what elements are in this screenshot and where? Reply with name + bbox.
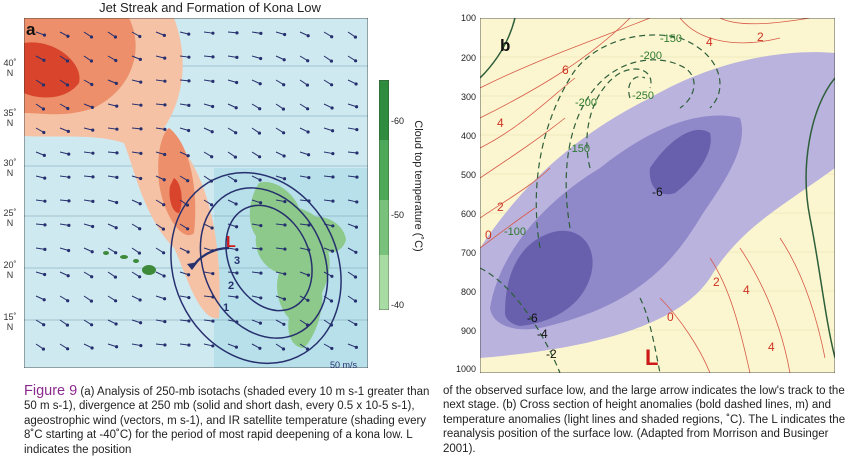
lat-label-30 [0,158,20,178]
wind-vector-head [91,83,93,85]
wind-vector-head [307,154,309,156]
wind-vector-head [66,84,68,86]
wind-vector-head [139,228,141,230]
wind-vector-head [235,180,237,182]
panel-a-map [24,18,368,368]
wind-vector-head [331,347,333,349]
height-label: -150 [660,33,683,45]
wind-vector-head [164,80,166,82]
wind-vector-head [283,84,285,86]
wind-vector-head [307,299,309,301]
wind-vector-head [91,106,93,108]
wind-vector-head [188,80,190,82]
wind-vector-head [188,104,190,106]
temp-label: 2 [497,200,504,214]
wind-vector-head [66,324,68,326]
wind-vector-head [355,251,357,253]
wind-vector-head [44,224,46,226]
wind-vector-head [138,252,140,254]
wind-vector-head [330,300,332,302]
wind-vector-head [211,204,213,206]
y-tick-100: 100 [460,13,476,23]
wind-vector-head [90,300,92,302]
wind-vector-head [235,346,237,348]
wind-vector-head [307,131,309,133]
y-tick-600: 600 [460,209,476,219]
wind-vector-head [260,224,262,226]
wind-vector-head [44,177,46,179]
wind-vector-head [43,154,45,156]
low-marker-b: L [645,345,659,370]
wind-vector-head [114,276,116,278]
height-label: -200 [640,50,663,62]
lat-label-40-hemi: N [6,68,14,78]
wind-vector-head [67,300,69,302]
wind-vector-head [282,108,284,110]
wind-vector-head [260,57,262,59]
wind-vector-head [331,36,333,38]
lat-label-40 [0,58,20,78]
wind-vector-head [212,320,214,322]
wind-vector-head [355,346,357,348]
figure-number: Figure 9 [24,383,78,399]
contour-label-2: 2 [228,280,235,292]
y-tick-300: 300 [460,92,476,102]
wind-vector-head [307,108,309,110]
wind-vector-head [306,84,308,86]
wind-vector-head [212,296,214,298]
wind-vector-head [355,83,357,85]
panel-b-label: b [500,36,511,55]
wind-vector-head [212,345,214,347]
wind-vector-head [260,248,262,250]
wind-vector-head [44,200,46,202]
temp-label: 6 [562,63,569,77]
wind-vector-head [187,180,189,182]
wind-vector-head [139,299,141,301]
wind-vector-head [260,272,262,274]
wind-vector-head [306,348,308,350]
y-tick-200: 200 [460,53,476,63]
wind-vector-head [68,224,70,226]
wind-vector-head [283,298,285,300]
low-marker-a: L [226,234,236,251]
wind-vector-head [140,152,142,154]
wind-vector-head [68,153,70,155]
wind-vector-head [163,34,165,36]
lat-label-20-deg: 20˚ [3,260,17,270]
wind-vector-head [163,204,165,206]
wind-vector-head [140,344,142,346]
lat-label-15-deg: 15˚ [3,312,17,322]
shaded-label: -2 [546,347,557,361]
wind-vector-head [212,56,214,58]
wind-vector-head [92,129,94,131]
wind-vector-head [236,296,238,298]
wind-vector-head [282,348,284,350]
wind-vector-head [235,226,237,228]
wind-vector-head [139,35,141,37]
lat-label-35 [0,108,20,128]
wind-vector-head [188,344,190,346]
wind-vector-head [236,248,238,250]
wind-vector-head [330,324,332,326]
caption-left-text: (a) Analysis of 250-mb isotachs (shaded every 10 m s-1 greater than 50 m s-1), divergence at 250 mb (solid and short dash, every 0.5 x 10-5 s-1), ageostrophic wind (vectors, m s-1), and IR satellite temperature (shading every 8˚C starting at -40˚C) for the period of most rapid deepening of a kona low. L indicates the position [24,386,430,456]
vector-scale-label: 50 m/s [330,360,358,370]
wind-vector-head [43,59,45,61]
wind-vector-head [67,348,69,350]
wind-vector-head [92,225,94,227]
wind-vector-head [236,56,238,58]
wind-vector-head [43,131,45,133]
wind-vector-head [140,81,142,83]
wind-vector-head [235,107,237,109]
wind-vector-head [259,347,261,349]
figure-title: Jet Streak and Formation of Kona Low [99,0,321,15]
wind-vector-head [259,202,261,204]
lat-label-20 [0,260,20,280]
wind-vector-head [284,200,286,202]
wind-vector-head [115,252,117,254]
wind-vector-head [164,104,166,106]
wind-vector-head [331,130,333,132]
wind-vector-head [355,106,357,108]
wind-vector-head [116,176,118,178]
wind-vector-head [332,176,334,178]
wind-vector-head [116,201,118,203]
wind-vector-head [187,155,189,157]
wind-vector-head [188,296,190,298]
wind-vector-head [259,156,261,158]
shaded-label: -6 [652,185,663,199]
lat-label-20-hemi: N [6,270,14,280]
wind-vector-head [163,275,165,277]
wind-vector-head [114,36,116,38]
wind-vector-head [212,80,214,82]
y-tick-400: 400 [460,131,476,141]
temp-label: 4 [497,116,504,130]
contour-label-3: 3 [234,255,241,267]
wind-vector-head [308,200,310,202]
wind-vector-head [211,227,213,229]
wind-vector-head [187,228,189,230]
wind-vector-head [164,57,166,59]
wind-vector-head [331,250,333,252]
wind-vector-head [139,58,141,60]
wind-vector-head [307,60,309,62]
wind-vector-head [258,132,260,134]
wind-vector-head [284,248,286,250]
wind-vector-head [140,104,142,106]
wind-vector-head [67,275,69,277]
wind-vector-head [91,347,93,349]
wind-vector-head [356,128,358,130]
wind-vector-head [90,60,92,62]
wind-vector-head [42,84,44,86]
wind-vector-head [90,36,92,38]
y-tick-500: 500 [460,170,476,180]
wind-vector-head [331,275,333,277]
wind-vector-head [332,225,334,227]
temp-label: 4 [768,340,775,354]
temp-label: 0 [667,310,674,324]
colorbar-tick-40: -40 [391,300,405,310]
wind-vector-head [306,324,308,326]
wind-vector-head [235,203,237,205]
shaded-label: -4 [537,327,548,341]
temp-label: 2 [757,30,764,44]
wind-vector-head [308,224,310,226]
wind-vector-head [92,200,94,202]
wind-vector-head [139,322,141,324]
wind-vector-head [355,323,357,325]
wind-vector-head [259,322,261,324]
wind-vector-head [236,321,238,323]
wind-vector-head [355,226,357,228]
wind-vector-head [164,344,166,346]
wind-vector-head [188,33,190,35]
temp-label: 4 [706,35,713,49]
wind-vector-head [67,35,69,37]
wind-vector-head [115,346,117,348]
wind-vector-head [66,60,68,62]
wind-vector-head [92,152,94,154]
wind-vector-head [163,298,165,300]
wind-vector-head [68,176,70,178]
panel-a-label: a [26,20,36,39]
wind-vector-head [284,33,286,35]
wind-vector-head [259,83,261,85]
wind-vector-head [332,152,334,154]
wind-vector-head [236,272,238,274]
wind-vector-head [188,129,190,131]
lat-label-25-deg: 25˚ [3,208,17,218]
wind-vector-head [139,276,141,278]
cloud-temp-colorbar [379,80,389,310]
wind-vector-head [212,105,214,107]
wind-vector-head [330,60,332,62]
wind-vector-head [211,156,213,158]
wind-vector-head [43,324,45,326]
wind-vector-head [115,300,117,302]
wind-vector-head [283,323,285,325]
wind-vector-head [212,32,214,34]
wind-vector-head [68,249,70,251]
wind-vector-head [91,276,93,278]
wind-vector-head [332,200,334,202]
wind-vector-head [163,252,165,254]
wind-vector-head [210,180,212,182]
y-tick-900: 900 [460,326,476,336]
temp-label: 0 [485,228,492,242]
wind-vector-head [188,320,190,322]
lat-label-25 [0,208,20,228]
wind-vector-head [116,105,118,107]
wind-vector-head [164,153,166,155]
wind-vector-head [187,274,189,276]
wind-vector-head [116,152,118,154]
y-tick-700: 700 [460,248,476,258]
wind-vector-head [92,176,94,178]
wind-vector-head [211,250,213,252]
caption-left [24,384,436,457]
lat-label-15 [0,312,20,332]
lat-label-30-hemi: N [6,168,14,178]
height-label: -250 [632,90,655,102]
wind-vector-head [283,178,285,180]
wind-vector-head [356,152,358,154]
wind-vector-head [284,273,286,275]
height-label: -100 [504,226,527,238]
wind-vector-head [44,248,46,250]
wind-vector-head [236,32,238,34]
wind-vector-head [188,56,190,58]
wind-vector-head [331,107,333,109]
wind-vector-head [42,108,44,110]
height-label: -200 [575,97,598,109]
wind-vector-head [162,228,164,230]
wind-vector-head [283,59,285,61]
wind-vector-head [67,107,69,109]
wind-vector-head [115,59,117,61]
shaded-label: -6 [527,311,538,325]
wind-vector-head [354,300,356,302]
y-tick-1000: 1000 [455,364,476,374]
temp-label: 2 [713,275,720,289]
lat-label-30-deg: 30˚ [3,158,17,168]
wind-vector-head [308,249,310,251]
wind-vector-head [259,108,261,110]
wind-vector-head [139,203,141,205]
wind-vector-head [283,132,285,134]
wind-vector-head [284,224,286,226]
wind-vector-head [140,177,142,179]
wind-vector-head [212,272,214,274]
wind-vector-head [211,131,213,133]
lat-label-35-deg: 35˚ [3,108,17,118]
wind-vector-head [331,84,333,86]
height-label: -150 [568,143,591,155]
wind-vector-head [44,273,46,275]
wind-vector-head [355,60,357,62]
wind-vector-head [186,204,188,206]
wind-vector-head [116,128,118,130]
wind-vector-head [42,348,44,350]
wind-vector-head [187,251,189,253]
wind-vector-head [91,251,93,253]
wind-vector-head [307,274,309,276]
wind-vector-head [259,179,261,181]
wind-vector-head [115,82,117,84]
wind-vector-head [67,130,69,132]
wind-vector-head [164,320,166,322]
y-tick-800: 800 [460,287,476,297]
wind-vector-head [140,128,142,130]
caption-right: of the observed surface low, and the large arrow indicates the low's track to the next stage. (b) Cross section of height anomalies (bold dashed lines, m) and temperature anomalies (light lines and shaded regions, ˚C). The L indicates the reanalysis position of the surface low. (Adapted from Morrison and Businger 2001). [443,385,846,455]
colorbar-label: Cloud top temperature (˚C) [412,120,424,252]
colorbar-tick-50: -50 [391,210,405,220]
wind-vector-head [163,179,165,181]
lat-label-25-hemi: N [6,218,14,228]
wind-vector-head [43,299,45,301]
wind-vector-head [43,34,45,36]
wind-vector-head [115,227,117,229]
wind-vector-head [356,176,358,178]
wind-vector-head [308,176,310,178]
colorbar-tick-60: -60 [391,116,405,126]
wind-vector-head [307,35,309,37]
contour-label-1: 1 [223,302,230,314]
wind-vector-head [91,324,93,326]
wind-vector-head [115,323,117,325]
lat-label-35-hemi: N [6,118,14,128]
wind-vector-head [235,132,237,134]
temp-label: 4 [743,283,750,297]
wind-vector-head [260,297,262,299]
wind-vector-head [354,276,356,278]
wind-vector-head [234,156,236,158]
wind-vector-head [68,200,70,202]
wind-vector-head [236,81,238,83]
wind-vector-head [283,155,285,157]
lat-label-40-deg: 40˚ [3,58,17,68]
wind-vector-head [164,128,166,130]
wind-vector-head [354,36,356,38]
wind-vector-head [356,201,358,203]
wind-vector-head [260,32,262,34]
lat-label-15-hemi: N [6,322,14,332]
